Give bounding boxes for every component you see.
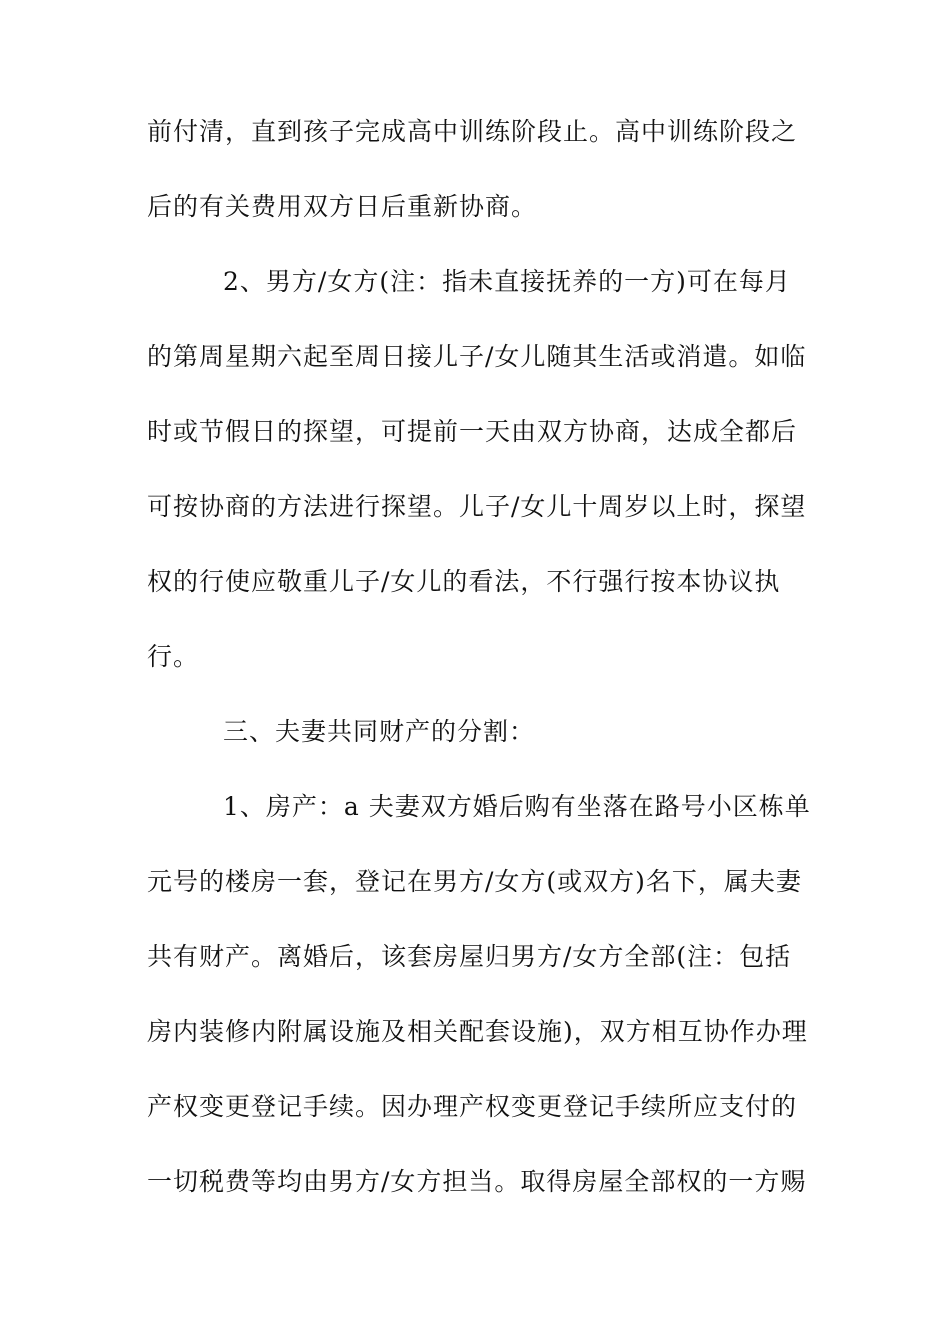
text-line-11: 元号的楼房一套，登记在男方/女方(或双方)名下，属夫妻 — [147, 867, 802, 896]
text-line-6: 可按协商的方法进行探望。儿子/女儿十周岁以上时，探望 — [147, 492, 807, 521]
text-line-12: 共有财产。离婚后，该套房屋归男方/女方全部(注：包括 — [147, 942, 792, 971]
paragraph-2-start: 2、男方/女方(注：指未直接抚养的一方)可在每月 — [223, 267, 791, 296]
text-line-14: 产权变更登记手续。因办理产权变更登记手续所应支付的 — [147, 1092, 798, 1121]
text-line-5: 时或节假日的探望，可提前一天由双方协商，达成全都后 — [147, 417, 798, 446]
text-line-4: 的第周星期六起至周日接儿子/女儿随其生活或消遣。如临 — [147, 342, 807, 371]
text-line-8: 行。 — [147, 642, 200, 671]
text-line-2: 后的有关费用双方日后重新协商。 — [147, 192, 538, 221]
paragraph-property-start: 1、房产：a 夫妻双方婚后购有坐落在路号小区栋单 — [223, 792, 811, 821]
section-heading-3: 三、夫妻共同财产的分割： — [223, 717, 536, 746]
text-line-7: 权的行使应敬重儿子/女儿的看法，不行强行按本协议执 — [147, 567, 781, 596]
text-line-15: 一切税费等均由男方/女方担当。取得房屋全部权的一方赐 — [147, 1167, 807, 1196]
text-line-13: 房内装修内附属设施及相关配套设施)，双方相互协作办理 — [147, 1017, 808, 1046]
text-line-1: 前付清，直到孩子完成高中训练阶段止。高中训练阶段之 — [147, 117, 798, 146]
